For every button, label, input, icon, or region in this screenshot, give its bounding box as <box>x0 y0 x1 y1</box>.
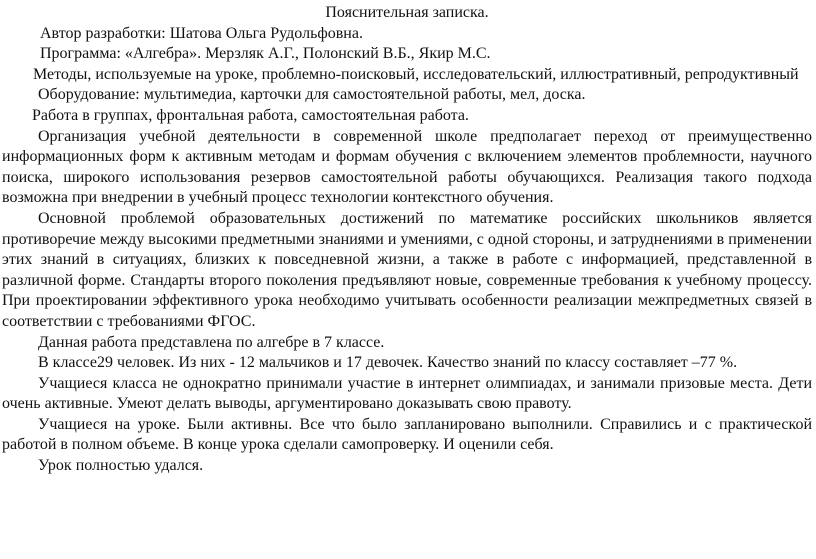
paragraph-conclusion: Урок полностью удался. <box>38 457 204 475</box>
methods-line: Методы, используемые на уроке, проблемно-поисковый, исследовательский, иллюстративный, репродуктивный <box>33 65 799 83</box>
paragraph-main-problem: Основной проблемой образовательных достижений по математике российских школьников является противоречие между высокими предметными знаниями и умениями, с одной стороны, и затруднениями в применении этих знаний в ситуациях, близких к повседневной жизни, а также в работе с информацией, представленной в различной форме. Стандарты второго поколения предъявляют новые, современные требования к учебному процессу. При проектировании эффективного урока необходимо учитывать особенности реализации межпредметных связей в соответствии с требованиями ФГОС. <box>2 209 812 330</box>
paragraph-class-stats: В классе29 человек. Из них - 12 мальчиков и 17 девочек. Качество знаний по классу составляет –77 %. <box>38 354 738 372</box>
document-title: Пояснительная записка. <box>325 4 489 21</box>
work-forms-line: Работа в группах, фронтальная работа, самостоятельная работа. <box>32 106 469 124</box>
paragraph-lesson-results: Учащиеся на уроке. Были активны. Все что было запланировано выполнили. Справились и с практической работой в полном объеме. В конце урока сделали самопроверку. И оценили себя. <box>2 415 812 454</box>
paragraph-algebra-grade: Данная работа представлена по алгебре в 7 классе. <box>38 333 385 351</box>
author-line: Автор разработки: Шатова Ольга Рудольфовна. <box>40 24 363 42</box>
paragraph-organization: Организация учебной деятельности в современной школе предполагает переход от преимущественно информационных форм к активным методам и формам обучения с включением элементов проблемности, научного поиска, широкого использования резервов самостоятельной работы обучающихся. Реализация такого подхода возможна при внедрении в учебный процесс технологии контекстного обучения. <box>2 127 812 207</box>
program-line: Программа: «Алгебра». Мерзляк А.Г., Полонский В.Б., Якир М.С. <box>40 45 491 63</box>
equipment-line: Оборудование: мультимедиа, карточки для самостоятельной работы, мел, доска. <box>38 86 586 104</box>
paragraph-olympiads: Учащиеся класса не однократно принимали участие в интернет олимпиадах, и занимали призовые места. Дети очень активные. Умеют делать выводы, аргументировано доказывать свою правоту. <box>2 374 812 413</box>
